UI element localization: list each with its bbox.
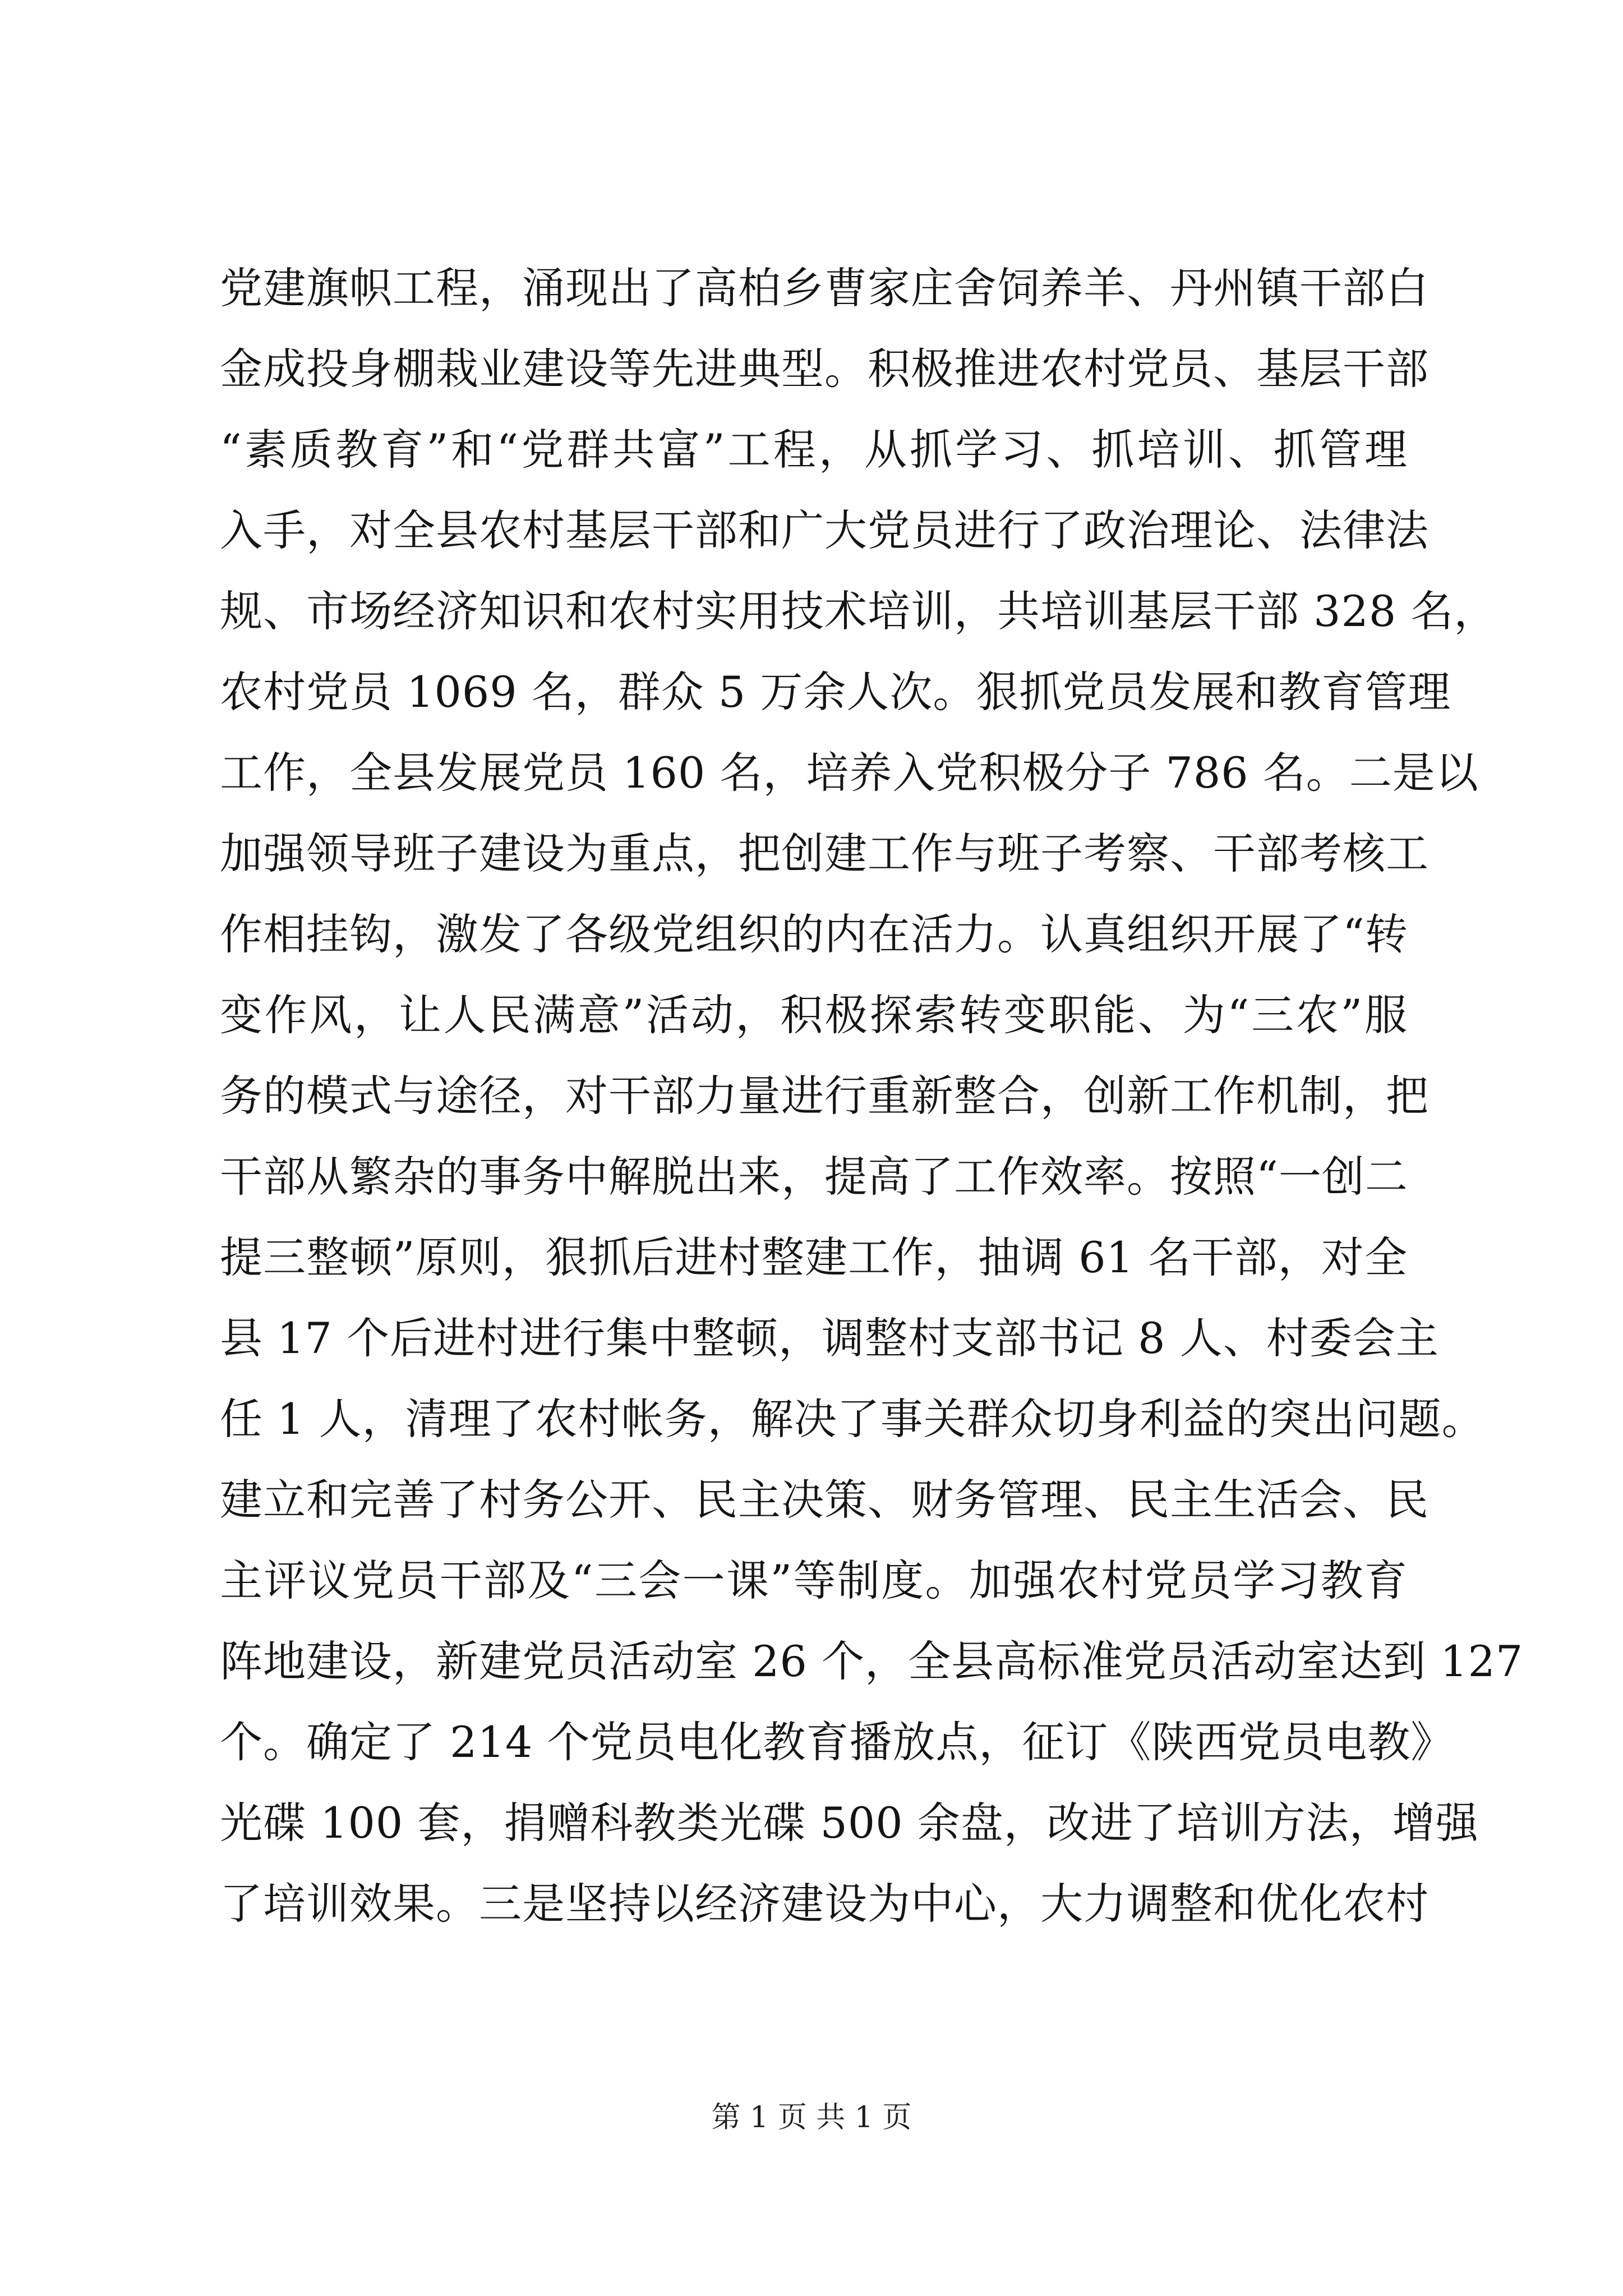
text-line: 党建旗帜工程，涌现出了高柏乡曹家庄舍饲养羊、丹州镇干部白 xyxy=(220,263,1429,313)
text-line: 提三整顿”原则，狠抓后进村整建工作，抽调 61 名干部，对全 xyxy=(220,1232,1408,1282)
text-line: 规、市场经济知识和农村实用技术培训，共培训基层干部 328 名， xyxy=(220,586,1497,636)
text-line: 了培训效果。三是坚持以经济建设为中心，大力调整和优化农村 xyxy=(220,1879,1429,1929)
text-line: 个。确定了 214 个党员电化教育播放点，征订《陕西党员电教》 xyxy=(220,1717,1454,1767)
text-line: 金成投身棚栽业建设等先进典型。积极推进农村党员、基层干部 xyxy=(220,344,1429,394)
text-line: 光碟 100 套，捐赠科教类光碟 500 余盘，改进了培训方法，增强 xyxy=(220,1798,1479,1848)
text-line: 入手，对全县农村基层干部和广大党员进行了政治理论、法律法 xyxy=(220,505,1429,555)
text-line: 农村党员 1069 名，群众 5 万余人次。狠抓党员发展和教育管理 xyxy=(220,667,1451,717)
text-line: 工作，全县发展党员 160 名，培养入党积极分子 786 名。二是以 xyxy=(220,748,1479,798)
text-line: 作相挂钩，激发了各级党组织的内在活力。认真组织开展了“转 xyxy=(220,909,1408,959)
text-line: 阵地建设，新建党员活动室 26 个，全县高标准党员活动室达到 127 xyxy=(220,1636,1524,1686)
text-line: 任 1 人，清理了农村帐务，解决了事关群众切身利益的突出问题。 xyxy=(220,1394,1485,1444)
text-line: 务的模式与途径，对干部力量进行重新整合，创新工作机制，把 xyxy=(220,1071,1429,1121)
text-line: 县 17 个后进村进行集中整顿，调整村支部书记 8 人、村委会主 xyxy=(220,1313,1439,1363)
text-line: 建立和完善了村务公开、民主决策、财务管理、民主生活会、民 xyxy=(220,1475,1429,1525)
text-line: 干部从繁杂的事务中解脱出来，提高了工作效率。按照“一创二 xyxy=(220,1152,1408,1202)
text-line: “素质教育”和“党群共富”工程，从抓学习、抓培训、抓管理 xyxy=(220,425,1408,475)
page-number-footer: 第 1 页 共 1 页 xyxy=(711,2101,912,2134)
text-line: 变作风，让人民满意”活动，积极探索转变职能、为“三农”服 xyxy=(220,990,1408,1040)
text-line: 加强领导班子建设为重点，把创建工作与班子考察、干部考核工 xyxy=(220,829,1429,878)
text-line: 主评议党员干部及“三会一课”等制度。加强农村党员学习教育 xyxy=(220,1556,1408,1605)
document-body xyxy=(220,248,1524,1944)
